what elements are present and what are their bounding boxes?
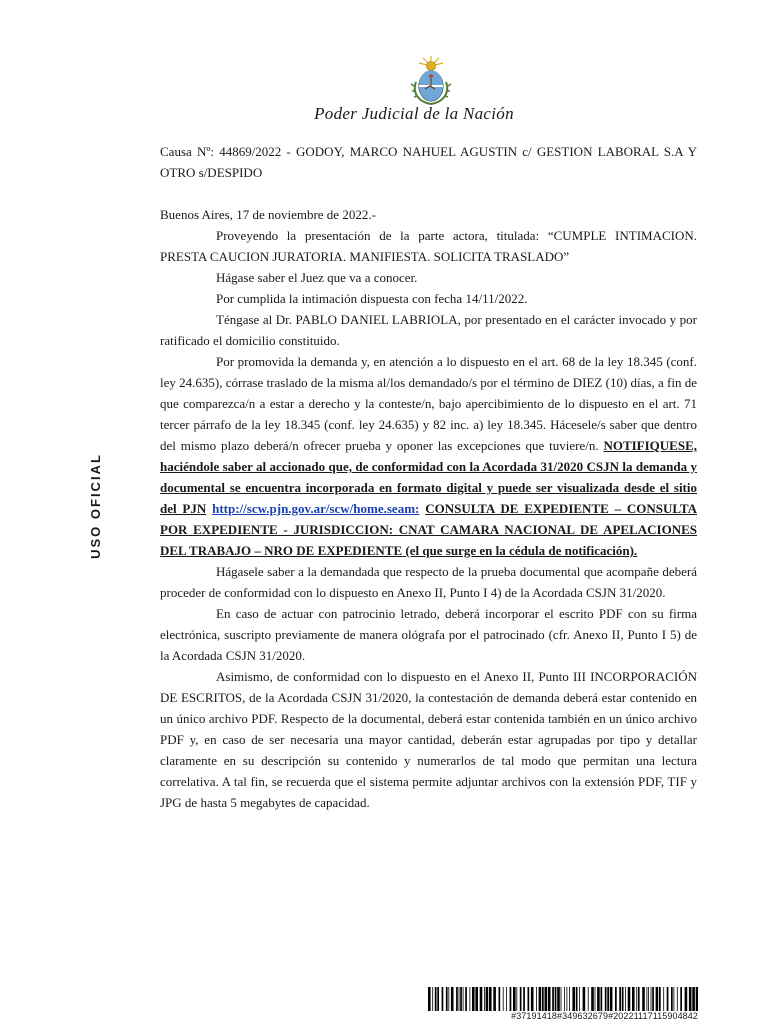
document-body <box>160 141 697 813</box>
consulta-instructions: CONSULTA DE EXPEDIENTE – CONSULTA POR EXPEDIENTE - JURISDICCION: CNAT CAMARA NACIONAL DE APELACIONES DEL TRABAJO – NRO DE EXPEDIENTE (el que surge en la cédula de notificación). <box>160 501 697 558</box>
case-number-line: Causa Nº: 44869/2022 - GODOY, MARCO NAHUEL AGUSTIN c/ GESTION LABORAL S.A Y OTRO s/DESPIDO <box>160 144 697 180</box>
paragraph-intimacion: Por cumplida la intimación dispuesta con fecha 14/11/2022. <box>216 291 528 306</box>
court-header-title: Poder Judicial de la Nación <box>314 104 514 123</box>
date-line: Buenos Aires, 17 de noviembre de 2022.- <box>160 207 376 222</box>
official-use-label: USO OFICIAL <box>88 453 103 559</box>
paragraph-traslado <box>160 351 697 561</box>
barcode-icon <box>428 987 698 1011</box>
pjn-link[interactable]: http://scw.pjn.gov.ar/scw/home.seam: <box>212 501 420 516</box>
paragraph-juez: Hágase saber el Juez que va a conocer. <box>216 270 418 285</box>
paragraph-proveyendo: Proveyendo la presentación de la parte actora, titulada: “CUMPLE INTIMACION. PRESTA CAUCION JURATORIA. MANIFIESTA. SOLICITA TRASLADO” <box>160 228 697 264</box>
paragraph-prueba-documental: Hágasele saber a la demandada que respecto de la prueba documental que acompañe deberá proceder de conformidad con lo dispuesto en Anexo II, Punto I 4) de la Acordada CSJN 31/2020. <box>160 564 697 600</box>
paragraph-incorporacion-escritos: Asimismo, de conformidad con lo dispuesto en el Anexo II, Punto III INCORPORACIÓN DE ESCRITOS, de la Acordada CSJN 31/2020, la contestación de demanda deberá estar contenido en un único archivo PDF. Respecto de la documental, deberá estar contenida también en un único archivo PDF y, en caso de ser necesaria una mayor cantidad, deberán estar agrupadas por tipo y detallar claramente en su descripción su contenido y numerarlos de tal modo que permitan una lectura correlativa. A tal fin, se recuerda que el sistema permite adjuntar archivos con la extensión PDF, TIF y JPG de hasta 5 megabytes de capacidad. <box>160 669 697 810</box>
paragraph-abogado: Téngase al Dr. PABLO DANIEL LABRIOLA, por presentado en el carácter invocado y por ratificado el domicilio constituido. <box>160 312 697 348</box>
notification-text: NOTIFIQUESE, haciéndole saber al accionado que, de conformidad con la Acordada 31/2020 CSJN la demanda y documental se encuentra incorporada en formato digital y puede ser visualizada desde el sitio del PJN <box>160 438 697 516</box>
coat-of-arms-icon <box>408 52 454 106</box>
paragraph-patrocinio: En caso de actuar con patrocinio letrado, deberá incorporar el escrito PDF con su firma electrónica, suscripto previamente de manera ológrafa por el patrocinado (cfr. Anexo II, Punto I 5) de la Acordada CSJN 31/2020. <box>160 606 697 663</box>
barcode-block <box>428 987 698 1021</box>
traslado-text: Por promovida la demanda y, en atención a lo dispuesto en el art. 68 de la ley 18.345 (conf. ley 24.635), córrase traslado de la misma al/los demandado/s por el término de DIEZ (10) días, a fin de que comparezca/n a estar a derecho y la conteste/n, bajo apercibimiento de lo dispuesto en el art. 71 tercer párrafo de la ley 18.345 (conf. ley 24.635) y 82 inc. a) ley 18.345. Hácesele/s saber que dentro del mismo plazo deberá/n ofrecer prueba y oponer las excepciones que tuviere/n. <box>160 354 697 453</box>
barcode-text: #37191418#349632679#20221117115904842 <box>511 1011 698 1021</box>
